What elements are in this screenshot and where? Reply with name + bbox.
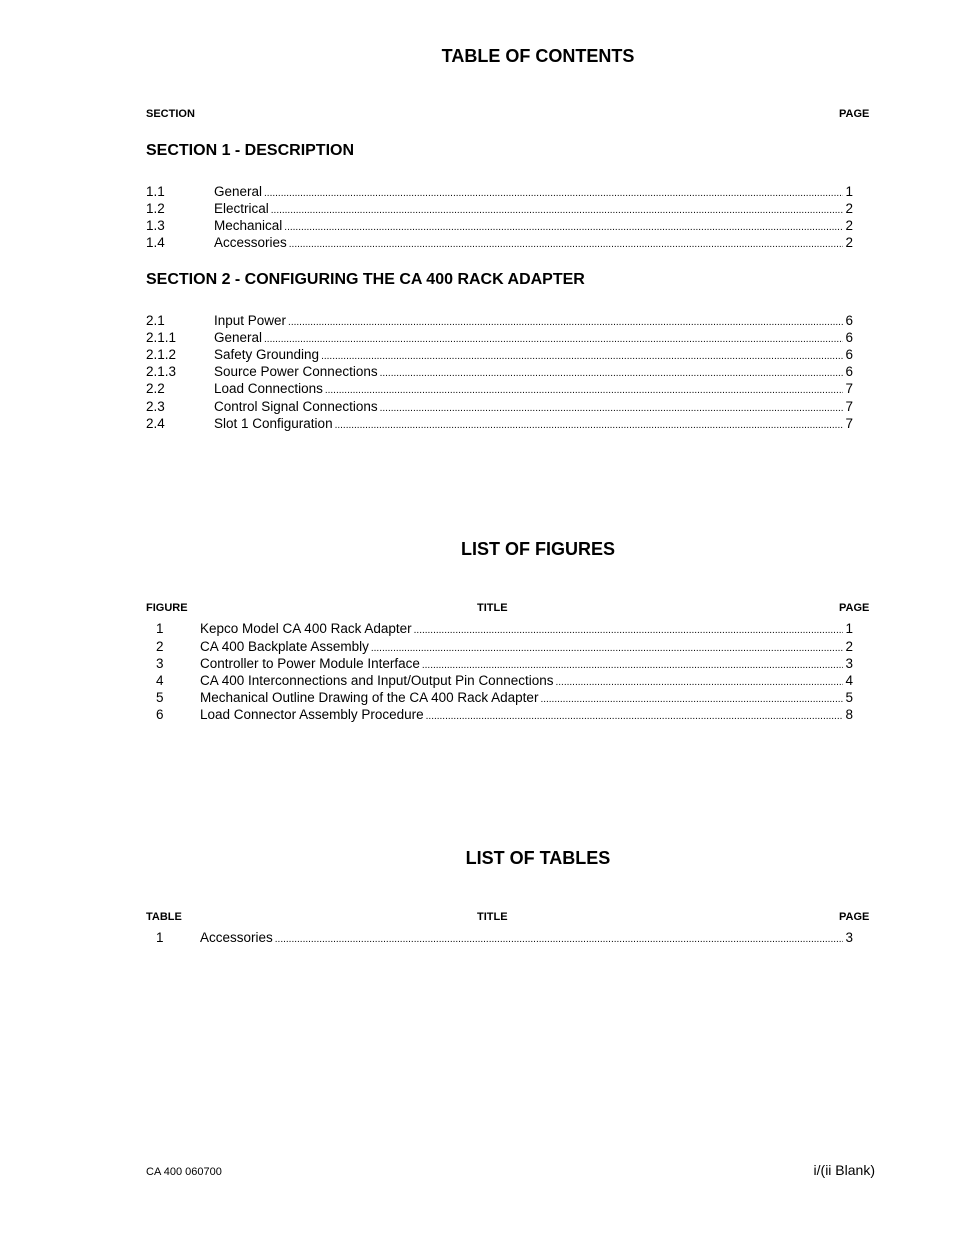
toc-entry-page: 7 xyxy=(845,399,853,414)
figure-entry-page: 3 xyxy=(845,656,853,671)
figures-title: LIST OF FIGURES xyxy=(460,539,615,559)
figure-entry[interactable] xyxy=(146,672,853,689)
toc-entry-number: 1.3 xyxy=(146,218,165,233)
toc-entry[interactable] xyxy=(146,380,853,397)
toc-title: TABLE OF CONTENTS xyxy=(441,46,635,66)
toc-entry-number: 2.2 xyxy=(146,381,165,396)
toc-entry-page: 2 xyxy=(845,235,853,250)
toc-entry[interactable] xyxy=(146,200,853,217)
toc-entry-number: 2.3 xyxy=(146,399,165,414)
toc-entry-page: 7 xyxy=(845,416,853,431)
figure-entry-text: Kepco Model CA 400 Rack Adapter xyxy=(200,621,412,636)
figure-entry-text: Load Connector Assembly Procedure xyxy=(200,707,424,722)
toc-entry-page: 1 xyxy=(845,184,853,199)
dot-leader xyxy=(426,708,844,725)
dot-leader xyxy=(289,236,844,253)
toc-entry-text: Load Connections xyxy=(214,381,323,396)
section-1-heading: SECTION 1 - DESCRIPTION xyxy=(146,142,355,159)
table-entry-page: 3 xyxy=(845,930,853,945)
dot-leader xyxy=(275,931,844,948)
page-number: i/(ii Blank) xyxy=(813,1162,875,1178)
figure-entry-number: 5 xyxy=(156,690,164,705)
toc-entry-page: 7 xyxy=(845,381,853,396)
toc-entry-number: 1.2 xyxy=(146,201,165,216)
toc-entry[interactable] xyxy=(146,415,853,432)
toc-entry-text: Safety Grounding xyxy=(214,347,320,362)
toc-entry[interactable] xyxy=(146,346,853,363)
figure-entry-page: 2 xyxy=(845,639,853,654)
toc-entry-number: 2.1.1 xyxy=(146,330,177,345)
figure-entry-text: Mechanical Outline Drawing of the CA 400 Rack Adapter xyxy=(200,690,539,705)
toc-entry-page: 6 xyxy=(845,364,853,379)
figure-entry[interactable] xyxy=(146,620,853,637)
toc-entry-number: 1.4 xyxy=(146,235,165,250)
toc-entry-page: 2 xyxy=(845,218,853,233)
figure-entry-text: CA 400 Backplate Assembly xyxy=(200,639,369,654)
toc-section-column-header: SECTION xyxy=(146,108,195,120)
dot-leader xyxy=(414,622,844,639)
toc-entry[interactable] xyxy=(146,363,853,380)
figure-entry-number: 4 xyxy=(156,673,164,688)
toc-entry[interactable] xyxy=(146,234,853,251)
figures-title-column-header: TITLE xyxy=(477,602,508,614)
dot-leader xyxy=(335,417,844,434)
table-entry-text: Accessories xyxy=(200,930,273,945)
toc-entry-number: 2.4 xyxy=(146,416,165,431)
toc-entry[interactable] xyxy=(146,312,853,329)
toc-entry[interactable] xyxy=(146,183,853,200)
figure-entry[interactable] xyxy=(146,689,853,706)
toc-entry-number: 1.1 xyxy=(146,184,165,199)
toc-entry-text: Mechanical xyxy=(214,218,283,233)
toc-entry-text: Control Signal Connections xyxy=(214,399,378,414)
toc-entry[interactable] xyxy=(146,217,853,234)
toc-entry-text: Slot 1 Configuration xyxy=(214,416,333,431)
toc-entry-text: Accessories xyxy=(214,235,287,250)
toc-page-column-header: PAGE xyxy=(839,108,870,120)
toc-entry-text: Source Power Connections xyxy=(214,364,378,379)
figure-entry-number: 2 xyxy=(156,639,164,654)
tables-table-column-header: TABLE xyxy=(146,911,182,923)
toc-entry-number: 2.1.3 xyxy=(146,364,177,379)
document-id: CA 400 060700 xyxy=(146,1166,222,1178)
tables-title: LIST OF TABLES xyxy=(465,848,611,868)
figures-figure-column-header: FIGURE xyxy=(146,602,188,614)
figure-entry-text: CA 400 Interconnections and Input/Output Pin Connections xyxy=(200,673,554,688)
toc-entry-text: Input Power xyxy=(214,313,287,328)
figure-entry-number: 3 xyxy=(156,656,164,671)
toc-entry[interactable] xyxy=(146,329,853,346)
figure-entry-number: 6 xyxy=(156,707,164,722)
toc-entry-number: 2.1.2 xyxy=(146,347,177,362)
tables-title-column-header: TITLE xyxy=(477,911,508,923)
figure-entry[interactable] xyxy=(146,638,853,655)
figure-entry[interactable] xyxy=(146,706,853,723)
figure-entry-page: 4 xyxy=(845,673,853,688)
figure-entry-page: 1 xyxy=(845,621,853,636)
toc-entry-text: General xyxy=(214,184,263,199)
toc-entry-page: 6 xyxy=(845,330,853,345)
table-entry-number: 1 xyxy=(156,930,164,945)
toc-entry-page: 6 xyxy=(845,347,853,362)
figure-entry[interactable] xyxy=(146,655,853,672)
figures-page-column-header: PAGE xyxy=(839,602,870,614)
table-entry[interactable] xyxy=(146,929,853,946)
figure-entry-text: Controller to Power Module Interface xyxy=(200,656,420,671)
toc-entry-text: General xyxy=(214,330,263,345)
toc-entry-number: 2.1 xyxy=(146,313,165,328)
tables-page-column-header: PAGE xyxy=(839,911,870,923)
figure-entry-page: 8 xyxy=(845,707,853,722)
toc-entry-text: Electrical xyxy=(214,201,269,216)
figure-entry-page: 5 xyxy=(845,690,853,705)
figure-entry-number: 1 xyxy=(156,621,164,636)
dot-leader xyxy=(325,382,844,399)
toc-entry-page: 2 xyxy=(845,201,853,216)
toc-entry[interactable] xyxy=(146,398,853,415)
toc-entry-page: 6 xyxy=(845,313,853,328)
section-2-heading: SECTION 2 - CONFIGURING THE CA 400 RACK ADAPTER xyxy=(146,271,585,288)
